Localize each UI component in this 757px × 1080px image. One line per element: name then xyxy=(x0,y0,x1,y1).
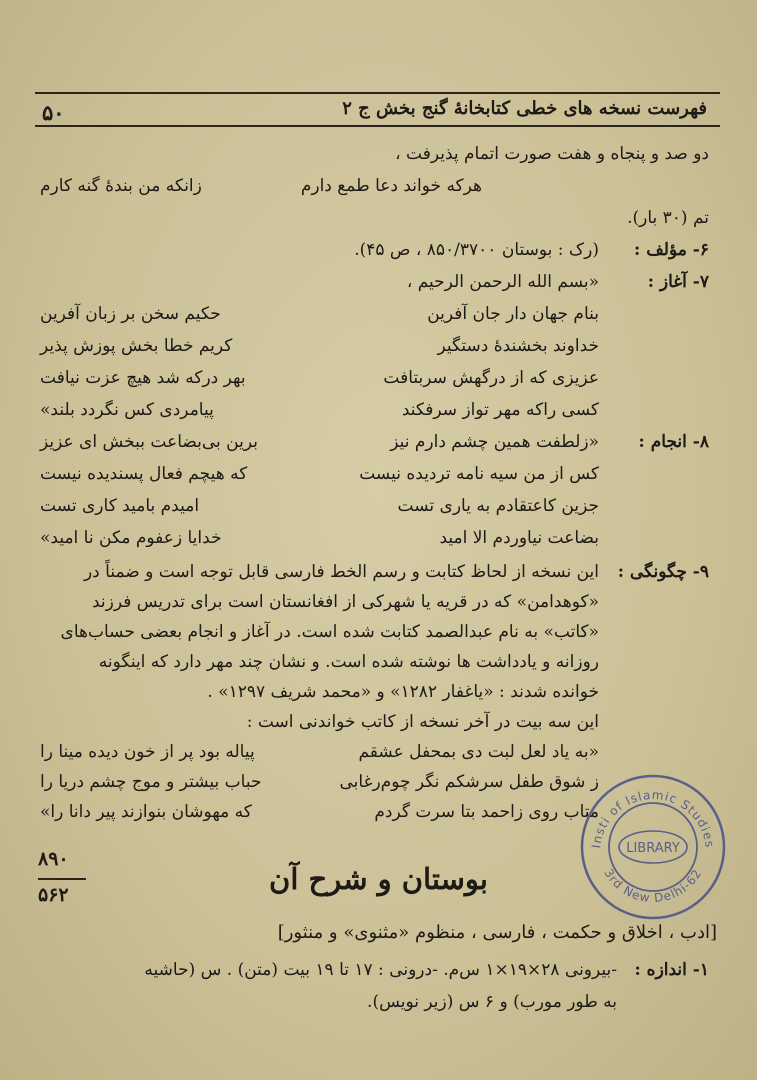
header-rule-top xyxy=(35,92,720,94)
beginning-label: ۷- آغاز : xyxy=(647,272,709,292)
closing-verse-right: ز شوق طفل سرشکم نگر چوم‌رغابی xyxy=(339,772,599,792)
ending-verse-left: که هیچم فعال پسندیده نیست xyxy=(40,464,248,484)
beginning-verse-right: کسی راکه مهر تواز سرفکند xyxy=(401,400,599,420)
intro-verse-right: هرکه خواند دعا طمع دارم xyxy=(300,176,482,196)
closing-verse-right: متاب روی زاحمد بتا سرت گردم xyxy=(374,802,599,822)
beginning-verse-right: بنام جهان دار جان آفرین xyxy=(427,304,599,324)
author-label: ۶- مؤلف : xyxy=(634,240,709,260)
beginning-basmala: «بسم الله الرحمن الرحیم ، xyxy=(406,272,599,292)
page-number: ۵۰ xyxy=(42,100,65,125)
ending-verse-right: کس از من سیه نامه تردیده نیست xyxy=(359,464,599,484)
closing-verse-left: که مهوشان بنوازند پیر دانا را» xyxy=(40,802,252,822)
ending-verse-right: «زلطفت همین چشم دارم نیز xyxy=(390,432,599,452)
quality-line: روزانه و یادداشت ها نوشته شده است. و نشان چند مهر دارد که اینگونه xyxy=(98,652,599,672)
header-rule-bottom xyxy=(35,125,720,127)
entry-subtitle: [ادب ، اخلاق و حکمت ، فارسی ، منظوم «مثنوی» و منثور] xyxy=(277,922,717,943)
intro-line-1: دو صد و پنجاه و هفت صورت اتمام پذیرفت ، xyxy=(395,144,709,164)
intro-line-3: تم (۳۰ بار). xyxy=(627,208,709,228)
stamp-text-center: LIBRARY xyxy=(626,841,680,856)
running-title: فهرست نسخه های خطی کتابخانهٔ گنج بخش ج ۲ xyxy=(342,98,707,119)
beginning-verse-left: حکیم سخن بر زبان آفرین xyxy=(40,304,221,324)
quality-line: این نسخه از لحاظ کتابت و رسم الخط فارسی قابل توجه است و ضمناً در xyxy=(83,562,599,582)
beginning-verse-left: بهر درکه شد هیچ عزت نیافت xyxy=(40,368,246,388)
quality-label: ۹- چگونگی : xyxy=(617,562,709,582)
quality-line: این سه بیت در آخر نسخه از کاتب خواندنی است : xyxy=(246,712,599,732)
entry-number-top: ۸۹۰ xyxy=(38,848,69,870)
ending-verse-right: جزین کاعتقادم به یاری تست xyxy=(397,496,599,516)
intro-verse-left: زانکه من بندهٔ گنه کارم xyxy=(40,176,202,196)
beginning-verse-right: خداوند بخشندهٔ دستگیر xyxy=(437,336,599,356)
entry-title: بوستان و شرح آن xyxy=(269,862,488,896)
author-text: (رک : بوستان ۸۵۰/۳۷۰۰ ، ص ۴۵). xyxy=(354,240,599,260)
beginning-verse-right: عزیزی که از درگهش سربتافت xyxy=(383,368,599,388)
ending-label: ۸- انجام : xyxy=(638,432,709,452)
library-stamp xyxy=(578,772,728,922)
quality-line: «کوهدامن» که در قریه یا شهرکی از افغانستان است برای تدریس فرزند xyxy=(91,592,599,612)
quality-line: خوانده شدند : «یاغفار ۱۲۸۲» و «محمد شریف ۱۲۹۷» . xyxy=(207,682,599,702)
closing-verse-left: پیاله بود پر از خون دیده مینا را xyxy=(40,742,255,762)
ending-verse-left: خدایا زعفوم مکن نا امید» xyxy=(40,528,222,548)
ending-verse-left: امیدم بامید کاری تست xyxy=(40,496,200,516)
size-line-1: -بیرونی ۲۸×۱۹×۱ س‌م. -درونی : ۱۷ تا ۱۹ بیت (متن) . س (حاشیه xyxy=(144,960,617,980)
quality-line: «کاتب» به نام عبدالصمد کتابت شده است. در آغاز و انجام بعضی حساب‌های xyxy=(60,622,599,642)
entry-number-bottom: ۵۶۲ xyxy=(38,884,69,906)
closing-verse-right: «به یاد لعل لبت دی بمحفل عشقم xyxy=(358,742,599,762)
beginning-verse-left: پیامردی کس نگردد بلند» xyxy=(40,400,214,420)
closing-verse-left: حباب بیشتر و موج چشم دریا را xyxy=(40,772,262,792)
beginning-verse-left: کریم خطا بخش پوزش پذیر xyxy=(40,336,233,356)
svg-text:Insti of Islamic Studies xyxy=(589,788,717,849)
ending-verse-right: بضاعت نیاوردم الا امید xyxy=(439,528,599,548)
stamp-text-top: Insti of Islamic Studies xyxy=(589,787,717,849)
ending-verse-left: برین بی‌بضاعت ببخش ای عزیز xyxy=(40,432,258,452)
stamp-text-bottom: 3rd New Delhi-62 xyxy=(601,866,705,906)
size-line-2: به طور مورب) و ۶ س (زیر نویس). xyxy=(367,992,617,1012)
size-label: ۱- اندازه : xyxy=(634,960,709,980)
